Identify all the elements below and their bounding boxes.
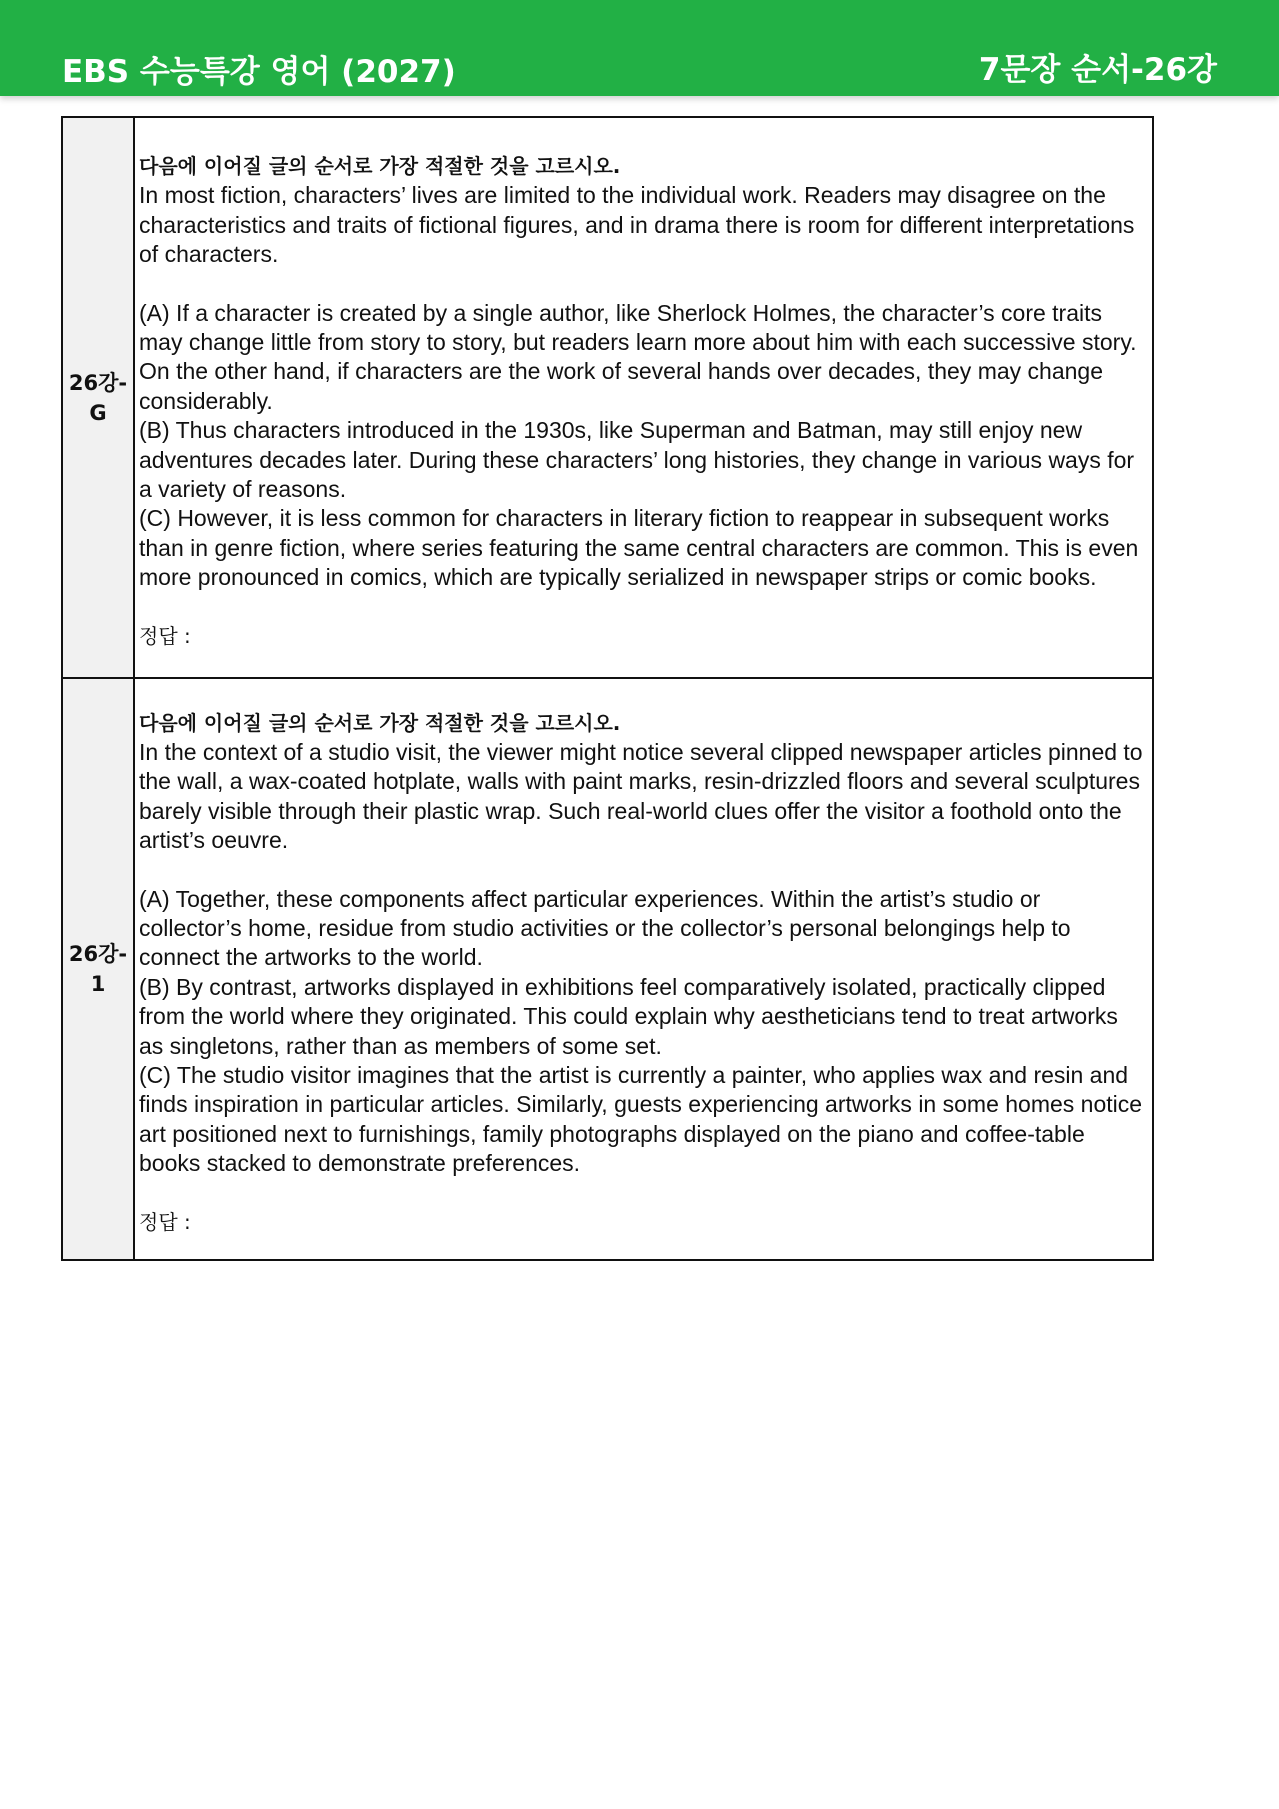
answer-label: 정답 : bbox=[139, 623, 191, 648]
option-a: (A) If a character is created by a single author, like Sherlock Holmes, the character’s core traits may change little from story to story, but readers learn more about him with each successive story. On the other hand, if characters are the work of several hands over decades, they may change considerably. bbox=[139, 299, 1137, 414]
question-intro: In most fiction, characters’ lives are limited to the individual work. Readers may disagree on the characteristics and traits of fictional figures, and in drama there is room for different interpretations of characters. bbox=[139, 182, 1135, 268]
answer-label: 정답 : bbox=[139, 1209, 191, 1234]
option-b: (B) Thus characters introduced in the 1930s, like Superman and Batman, may still enjoy new adventures decades later. During these characters’ long histories, they change in various ways for a variety of reasons. bbox=[139, 417, 1135, 503]
option-c: (C) The studio visitor imagines that the artist is currently a painter, who applies wax and resin and finds inspiration in particular articles. Similarly, guests experiencing artworks in some homes notice art positioned next to furnishings, family photographs displayed on the piano and coffee-table books stacked to demonstrate preferences. bbox=[139, 1062, 1143, 1177]
question-table bbox=[61, 116, 1154, 1261]
page-header bbox=[0, 0, 1279, 96]
question-row bbox=[62, 117, 1153, 678]
header-title: EBS 수능특강 영어 (2027) bbox=[62, 54, 456, 90]
question-label: 26강-G bbox=[62, 117, 134, 678]
question-content bbox=[134, 117, 1153, 678]
header-section-label: 7문장 순서-26강 bbox=[978, 52, 1217, 88]
question-instruction: 다음에 이어질 글의 순서로 가장 적절한 것을 고르시오. bbox=[139, 711, 621, 735]
option-a: (A) Together, these components affect particular experiences. Within the artist’s studio or collector’s home, residue from studio activities or the collector’s personal belongings help to connect the artworks to the world. bbox=[139, 885, 1071, 971]
option-c: (C) However, it is less common for characters in literary fiction to reappear in subsequent works than in genre fiction, where series featuring the same central characters are common. This is even more pronounced in comics, which are typically serialized in newspaper strips or comic books. bbox=[139, 505, 1139, 591]
question-row bbox=[62, 678, 1153, 1260]
question-instruction: 다음에 이어질 글의 순서로 가장 적절한 것을 고르시오. bbox=[139, 154, 621, 179]
option-b: (B) By contrast, artworks displayed in exhibitions feel comparatively isolated, practically clipped from the world where they originated. This could explain why aestheticians tend to treat artworks as singletons, rather than as members of some set. bbox=[139, 973, 1118, 1059]
question-intro: In the context of a studio visit, the viewer might notice several clipped newspaper articles pinned to the wall, a wax-coated hotplate, walls with paint marks, resin-drizzled floors and several sculptures barely visible through their plastic wrap. Such real-world clues offer the visitor a foothold onto the artist’s oeuvre. bbox=[139, 739, 1143, 854]
question-label: 26강-1 bbox=[62, 678, 134, 1260]
question-content bbox=[134, 678, 1153, 1260]
